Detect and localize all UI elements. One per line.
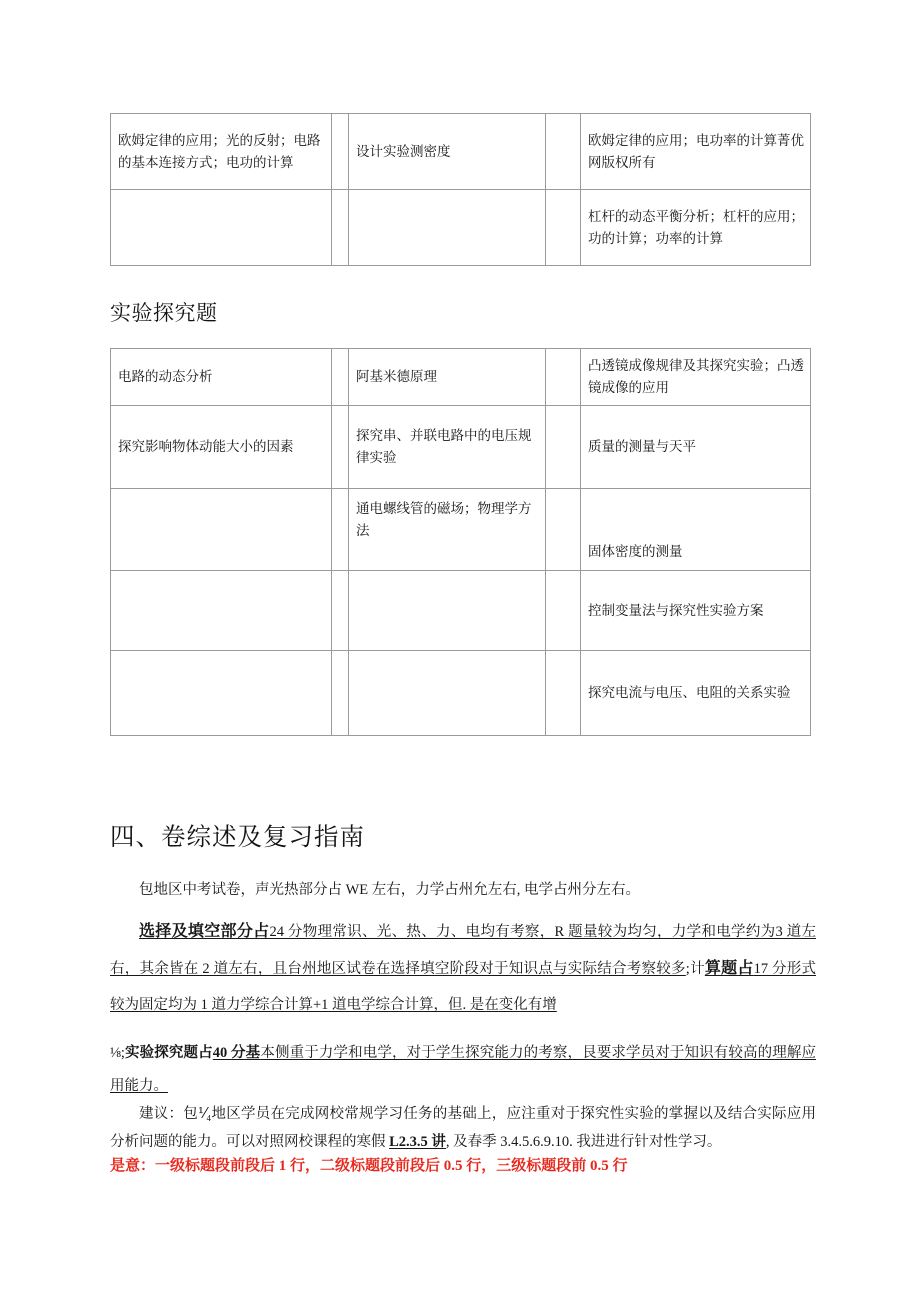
choice-rest-1: 24 分物理常识、光、热、力、电均有考察，R 题量较为均匀，力学和电学约为 <box>269 923 776 940</box>
table-cell-topic-b <box>349 571 546 651</box>
section-heading-experiment: 实验探究题 <box>110 301 218 325</box>
table-cell-topic-a <box>111 489 332 571</box>
advice-line-1: 建议：包⅟₄地区学员在完成网校常规学习任务的基础上，应注重对于探究性实验的掌握以及结合实 <box>139 1105 772 1122</box>
table-cell-topic-c <box>581 114 811 190</box>
choice-tail-sep: ;计 <box>685 961 705 978</box>
cell-text: 凸透镜成像规律及其探究实验；凸透镜成像的应用 <box>588 358 804 395</box>
table-cell-topic-b <box>349 349 546 406</box>
table-cell-spacer <box>546 114 581 190</box>
table-cell-topic-a <box>111 651 332 736</box>
advice-course-code: L2.3.5 讲 <box>389 1133 446 1150</box>
table-cell-topic-a <box>111 406 332 489</box>
table-cell-topic-a <box>111 114 332 190</box>
choice-lead-label: 选择及填空部分占 <box>139 922 270 940</box>
table-row <box>111 114 811 190</box>
table-cell-topic-a <box>111 571 332 651</box>
table-row <box>111 349 811 406</box>
cell-text: 控制变量法与探究性实验方案 <box>588 602 764 618</box>
advice-line-2a: 际应用分析问题的能力。可以对照网校课程的寒假 <box>110 1105 816 1150</box>
table-cell-topic-c <box>581 651 811 736</box>
cell-text: 探究电流与电压、电阻的关系实验 <box>588 685 791 701</box>
knowledge-points-table <box>110 113 811 266</box>
experiment-topics-table <box>110 348 811 736</box>
table-cell-spacer <box>332 651 349 736</box>
cell-text: 探究影响物体动能大小的因素 <box>118 439 294 455</box>
cell-text: 设计实验测密度 <box>356 143 451 159</box>
calc-lead-label: 算题占 <box>704 960 754 978</box>
table-cell-spacer <box>332 114 349 190</box>
table-row <box>111 571 811 651</box>
paragraph-style-note: 是意：一级标题段前段后 1 行，二级标题段前段后 0.5 行，三级标题段前 0.5 行 <box>110 1158 628 1174</box>
paragraph-intro: 包地区中考试卷，声光热部分占 WE 左右，力学占州允左右, 电学占州分左右。 <box>139 881 641 898</box>
table-cell-topic-b <box>349 114 546 190</box>
table-row <box>111 489 811 571</box>
cell-text: 欧姆定律的应用；光的反射；电路的基本连接方式；电功的计算 <box>118 132 321 170</box>
table-cell-topic-c <box>581 489 811 571</box>
advice-line-2c: , 及春季 3.4.5.6.9.10. 我进进行针对性学习。 <box>445 1133 722 1150</box>
table-cell-spacer <box>332 406 349 489</box>
section-heading-summary: 四、卷综述及复习指南 <box>110 824 365 851</box>
table-cell-spacer <box>546 489 581 571</box>
table-cell-topic-a <box>111 349 332 406</box>
table-cell-spacer <box>546 651 581 736</box>
exp-score-label: 40 分基 <box>212 1044 261 1061</box>
table-row <box>111 190 811 266</box>
table-cell-spacer <box>332 190 349 266</box>
table-cell-spacer <box>546 349 581 406</box>
exp-prefix: ⅛; <box>110 1044 125 1061</box>
cell-text: 阿基米德原理 <box>356 369 437 385</box>
calc-rest: 17 分形式较为固定均为 1 道力学综合计算+1 道电学综合计算，但. 是在变化有增 <box>110 961 817 1013</box>
table-cell-spacer <box>546 406 581 489</box>
table-cell-spacer <box>332 349 349 406</box>
choice-rest-2: 3 道左右，其余皆在 2 道左右，且台州地区试卷在选择填空阶段对于知识点与实际结合考察较多 <box>110 923 816 978</box>
table-cell-topic-c <box>581 190 811 266</box>
cell-text: 杠杆的动态平衡分析；杠杆的应用；功的计算；功率的计算 <box>588 208 804 246</box>
table-row <box>111 651 811 736</box>
cell-text: 质量的测量与天平 <box>588 439 696 455</box>
cell-text: 欧姆定律的应用；电功率的计算菁优网版权所有 <box>588 132 804 170</box>
table-cell-topic-b <box>349 651 546 736</box>
table-cell-topic-c <box>581 406 811 489</box>
table-cell-topic-b <box>349 406 546 489</box>
table-cell-topic-c <box>581 571 811 651</box>
table-cell-topic-b <box>349 190 546 266</box>
table-cell-topic-a <box>111 190 332 266</box>
table-cell-topic-c <box>581 349 811 406</box>
cell-text: 探究串、并联电路中的电压规律实验 <box>356 428 532 465</box>
paragraph-advice <box>110 1100 816 1157</box>
table-cell-topic-b <box>349 489 546 571</box>
exp-rest-1: 本侧重于力学和电学，对于学生探究能力的考察，艮要求学员对于知识有较 <box>260 1044 743 1061</box>
cell-text: 通电螺线管的磁场；物理学方法 <box>356 501 532 538</box>
table-cell-spacer <box>332 571 349 651</box>
table-row <box>111 406 811 489</box>
table-cell-spacer <box>546 571 581 651</box>
exp-lead-label: 实验探究题占 <box>124 1044 213 1061</box>
table-cell-spacer <box>546 190 581 266</box>
table-cell-spacer <box>332 489 349 571</box>
paragraph-choice-fill <box>110 913 816 1022</box>
exp-rest-2: 高的理解应用能力。 <box>110 1044 817 1094</box>
cell-text: 电路的动态分析 <box>118 369 213 385</box>
paragraph-experiment <box>110 1037 816 1104</box>
cell-text: 固体密度的测量 <box>588 544 683 560</box>
